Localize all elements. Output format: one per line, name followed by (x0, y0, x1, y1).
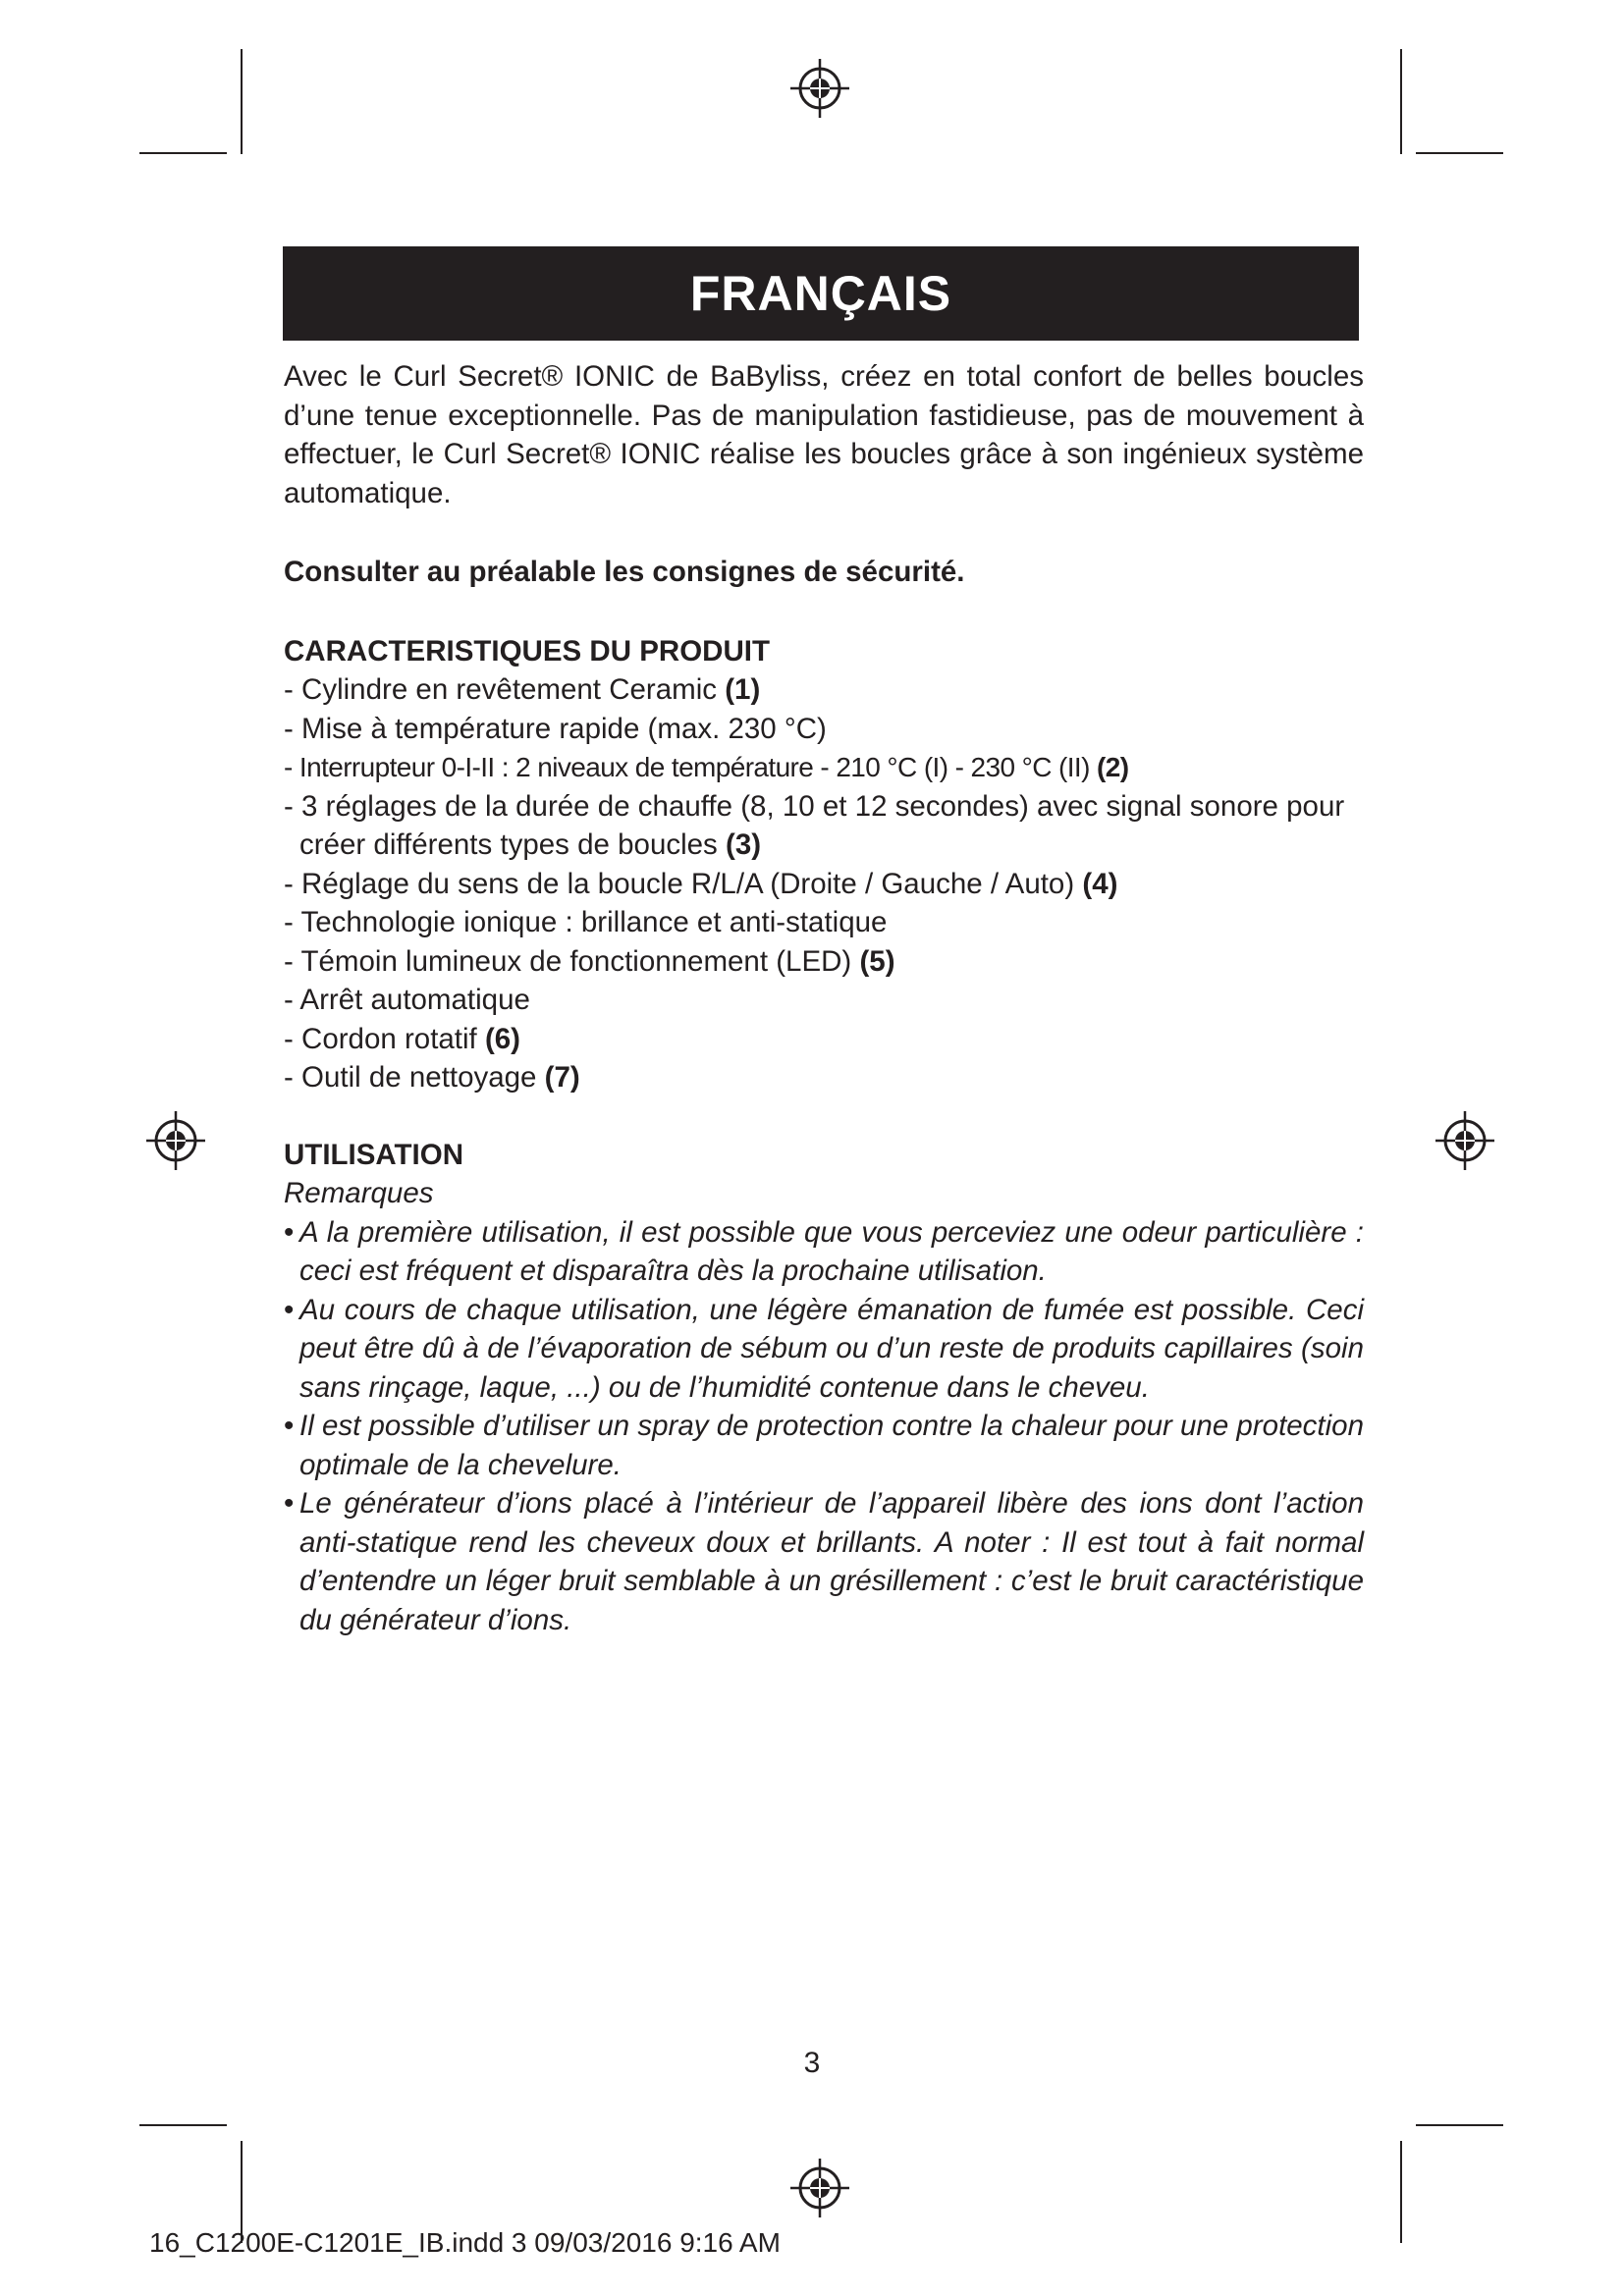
feature-item: - Outil de nettoyage (7) (284, 1061, 580, 1094)
feature-item: - Technologie ionique : brillance et anti-statique (284, 906, 888, 938)
remark-item: • Il est possible d’utiliser un spray de protection contre la chaleur pour une protection optimale de la chevelure. (284, 1407, 1364, 1484)
bullet-icon: • (284, 1293, 295, 1326)
feature-ref: (6) (484, 1022, 521, 1055)
crop-mark-bottom-left-horizontal (139, 2124, 227, 2126)
feature-ref: (3) (726, 828, 762, 861)
feature-item: - 3 réglages de la durée de chauffe (8, 10 et 12 secondes) avec signal sonore pour créer différents types de boucles (3) (284, 789, 1345, 861)
page-number: 3 (803, 2047, 821, 2079)
main-content (284, 357, 1364, 1639)
remark-item: • Au cours de chaque utilisation, une légère émanation de fumée est possible. Ceci peut être dû à de l’évaporation de sébum ou d’un reste de produits capillaires (soin sans rinçage, laque, ...) ou de l’humidité contenue dans le cheveu. (284, 1291, 1364, 1408)
language-title: FRANÇAIS (689, 266, 952, 321)
remark-item: • Le générateur d’ions placé à l’intérieur de l’appareil libère des ions dont l’action anti-statique rend les cheveux doux et brillants. A noter : Il est tout à fait normal d’entendre un léger bruit semblable à un grésillement : c’est le bruit caractéristique du générateur d’ions. (284, 1484, 1364, 1639)
bullet-icon: • (284, 1487, 295, 1520)
registration-mark-icon (788, 57, 851, 120)
crop-mark-bottom-right-horizontal (1416, 2124, 1503, 2126)
intro-paragraph: Avec le Curl Secret® IONIC de BaByliss, créez en total confort de belles boucles d’une tenue exceptionnelle. Pas de manipulation fastidieuse, pas de mouvement à effectuer, le Curl Secret® IONIC réalise les boucles grâce à son ingénieux système automatique. (284, 360, 1364, 509)
safety-warning: Consulter au préalable les consignes de sécurité. (284, 556, 965, 588)
registration-mark-icon (1434, 1109, 1496, 1172)
features-heading: CARACTERISTIQUES DU PRODUIT (284, 634, 770, 667)
feature-ref: (7) (544, 1061, 580, 1094)
feature-ref: (1) (725, 673, 761, 706)
feature-ref: (4) (1082, 867, 1118, 900)
registration-mark-icon (788, 2157, 851, 2219)
registration-mark-icon (144, 1109, 207, 1172)
feature-ref: (5) (859, 944, 895, 978)
remark-item: • A la première utilisation, il est possible que vous perceviez une odeur particulière : ceci est fréquent et disparaîtra dès la prochaine utilisation. (284, 1213, 1364, 1291)
feature-item: - Témoin lumineux de fonctionnement (LED) (5) (284, 944, 895, 978)
bullet-icon: • (284, 1215, 295, 1249)
feature-item: - Cylindre en revêtement Ceramic (1) (284, 673, 761, 706)
crop-mark-bottom-right-vertical (1400, 2141, 1402, 2243)
crop-mark-top-right-horizontal (1416, 152, 1503, 154)
usage-heading: UTILISATION (284, 1138, 463, 1171)
feature-item: - Arrêt automatique (284, 984, 530, 1016)
language-header-bar (283, 246, 1359, 341)
feature-item: - Mise à température rapide (max. 230 °C) (284, 712, 827, 745)
print-slug: 16_C1200E-C1201E_IB.indd 3 09/03/2016 9:16 AM (149, 2227, 781, 2258)
feature-item: - Interrupteur 0-I-II : 2 niveaux de température - 210 °C (I) - 230 °C (II) (2) (284, 752, 1129, 782)
crop-mark-top-left-horizontal (139, 152, 227, 154)
crop-mark-top-left-vertical (241, 49, 243, 154)
remarks-list (284, 1213, 1364, 1640)
bullet-icon: • (284, 1410, 295, 1442)
feature-list (284, 670, 1364, 1097)
feature-item: - Réglage du sens de la boucle R/L/A (Droite / Gauche / Auto) (4) (284, 867, 1118, 900)
remarks-subheading: Remarques (284, 1177, 434, 1209)
feature-item: - Cordon rotatif (6) (284, 1022, 521, 1055)
feature-ref: (2) (1097, 752, 1129, 782)
crop-mark-top-right-vertical (1400, 49, 1402, 154)
